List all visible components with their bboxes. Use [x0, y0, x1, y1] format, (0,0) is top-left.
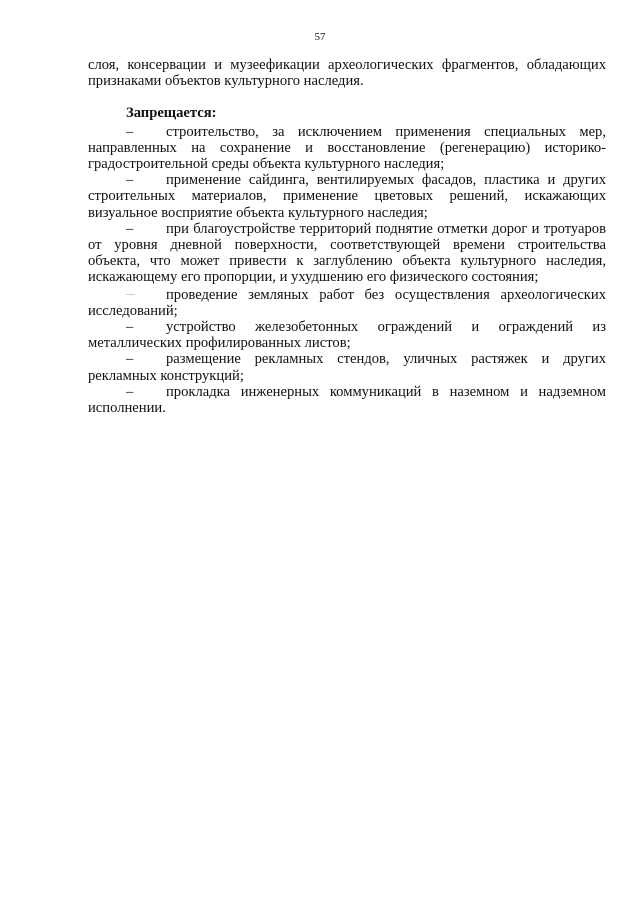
list-item-text: при благоустройстве территорий поднятие отметки дорог и тротуаров от уровня дневной поверхности, соответствующей времени строительства объекта, что может привести к заглублению объекта культурного наследия, искажающему его пропорции, и ухудшению его физического состояния;: [88, 220, 606, 286]
page-number: 57: [314, 31, 326, 43]
list-marker: –: [126, 319, 134, 336]
list-item: [88, 319, 606, 351]
list-marker: –: [126, 172, 134, 189]
list-marker: –: [126, 123, 134, 140]
list-item-text: устройство железобетонных ограждений и ограждений из металлических профилированных листов;: [88, 319, 606, 352]
list-marker: –: [126, 383, 134, 400]
list-item-text: применение сайдинга, вентилируемых фасадов, пластика и других строительных материалов, применение цветовых решений, искажающих визуальное восприятие объекта культурного наследия;: [88, 172, 606, 221]
document-body: [88, 57, 606, 416]
list-item-text: размещение рекламных стендов, уличных растяжек и других рекламных конструкций;: [88, 351, 606, 384]
list-item-text: строительство, за исключением применения специальных мер, направленных на сохранение и восстановление (регенерацию) историко-градостроительной среды объекта культурного наследия;: [88, 123, 606, 173]
list-marker: –: [126, 220, 134, 237]
list-item: [88, 221, 606, 286]
list-item: [88, 384, 606, 416]
list-marker: —: [126, 288, 135, 299]
intro-paragraph: слоя, консервации и музеефикации археологических фрагментов, обладающих признаками объектов культурного наследия.: [88, 57, 606, 90]
list-item-text: прокладка инженерных коммуникаций в наземном и надземном исполнении.: [88, 383, 606, 417]
list-marker: –: [126, 351, 134, 368]
section-heading: Запрещается:: [126, 105, 217, 122]
list-item: [88, 286, 606, 319]
list-item-text: проведение земляных работ без осуществления археологических исследований;: [88, 286, 606, 319]
list-item: [88, 124, 606, 173]
list-item: [88, 351, 606, 383]
list-item: [88, 172, 606, 221]
